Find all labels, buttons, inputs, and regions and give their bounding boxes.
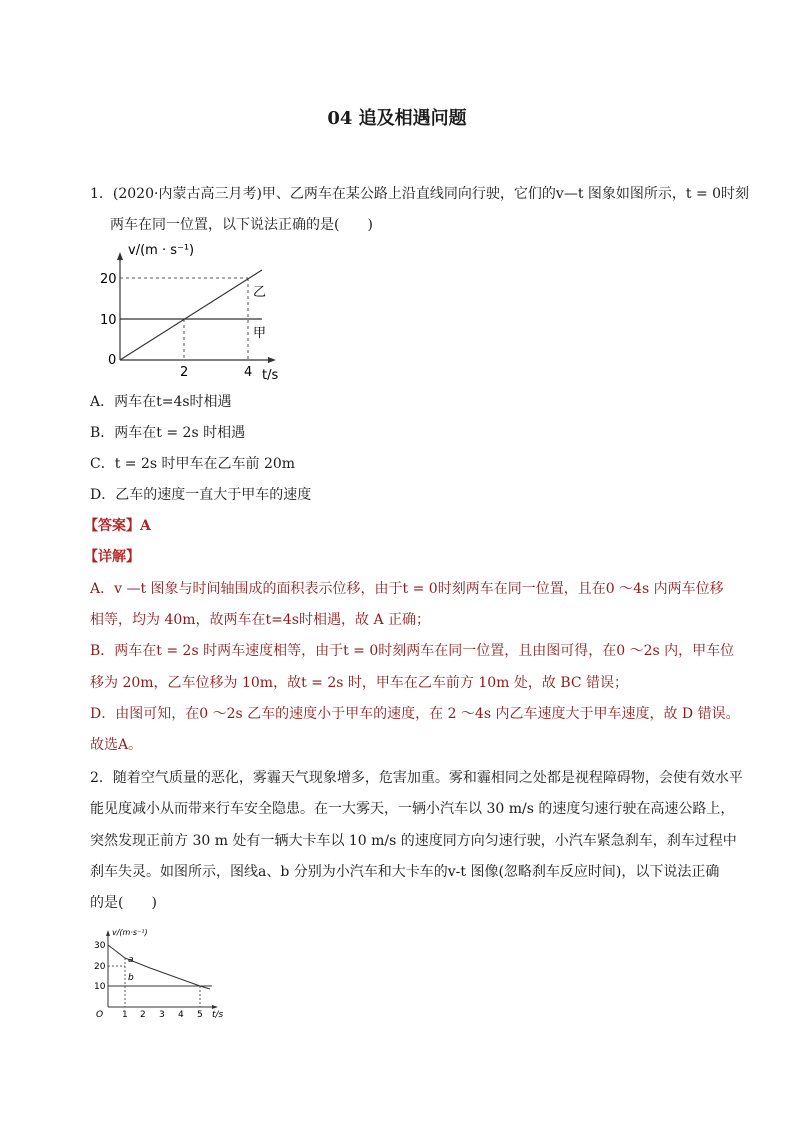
q1-stem-line2: 两车在同一位置，以下说法正确的是( ) — [110, 217, 373, 233]
q1-xtick-4: 4 — [244, 365, 253, 380]
q1-y-arrow — [117, 252, 123, 260]
q2-ytick-30: 30 — [94, 941, 106, 951]
q2-vt-graph — [90, 924, 230, 1022]
q2-y-arrow — [106, 930, 110, 936]
q2-xtick-4: 4 — [178, 1010, 184, 1020]
q1-x-arrow — [268, 357, 276, 363]
q1-detail-line3: B．两车在t = 2s 时两车速度相等，由于t = 0时刻两车在同一位置，且由图可得，在0 ～2s 内，甲车位 — [90, 643, 735, 659]
q1-label-yi: 乙 — [253, 285, 267, 300]
q1-ylabel: v/(m · s⁻¹) — [128, 243, 195, 258]
page-title: 04 追及相遇问题 — [327, 108, 467, 129]
q1-ytick-20: 20 — [100, 272, 117, 287]
q1-detail-line4: 移为 20m，乙车位移为 10m，故t = 2s 时，甲车在乙车前方 10m 处，故 BC 错误； — [90, 675, 629, 691]
q1-label-jia: 甲 — [253, 326, 267, 341]
q1-ytick-0: 0 — [108, 353, 117, 368]
q1-detail-line2: 相等，均为 40m，故两车在t=4s时相遇，故 A 正确； — [90, 612, 430, 628]
q1-answer: 【答案】A — [84, 518, 151, 534]
q1-option-b: B．两车在t = 2s 时相遇 — [90, 425, 246, 441]
q1-option-c: C．t = 2s 时甲车在乙车前 20m — [90, 456, 296, 472]
q2-xtick-5: 5 — [197, 1010, 203, 1020]
q1-xtick-2: 2 — [180, 365, 189, 380]
q1-detail-line6: 故选A。 — [90, 737, 143, 753]
q1-detail-line5: D．由图可知，在0 ～2s 乙车的速度小于甲车的速度，在 2 ～4s 内乙车速度大于甲车速度，故 D 错误。 — [90, 706, 740, 722]
q2-xlabel: t/s — [212, 1010, 224, 1020]
q1-option-d: D．乙车的速度一直大于甲车的速度 — [90, 487, 312, 503]
q2-xtick-2: 2 — [140, 1010, 146, 1020]
q1-detail-line1: A．v —t 图象与时间轴围成的面积表示位移，由于t = 0时刻两车在同一位置，且在0 ～4s 内两车位移 — [90, 581, 724, 597]
q2-line-a — [108, 945, 210, 989]
q2-ytick-20: 20 — [94, 962, 106, 972]
q2-origin: O — [96, 1010, 104, 1020]
q1-line-yi — [120, 270, 262, 360]
q1-option-a: A．两车在t=4s时相遇 — [90, 394, 232, 410]
q2-stem-line1: 2．随着空气质量的恶化，雾霾天气现象增多，危害加重。雾和霾相同之处都是视程障碍物，会使有效水平 — [90, 770, 743, 786]
q1-vt-graph — [98, 240, 298, 385]
q2-stem-line4: 刹车失灵。如图所示，图线a、b 分别为小汽车和大卡车的v-t 图像(忽略刹车反应时间)，以下说法正确 — [90, 864, 720, 880]
q2-label-b: b — [128, 973, 134, 983]
q2-label-a: a — [128, 955, 134, 965]
q2-ylabel: v/(m·s⁻¹) — [112, 928, 148, 937]
q2-xtick-3: 3 — [159, 1010, 165, 1020]
q2-stem-line3: 突然发现正前方 30 m 处有一辆大卡车以 10 m/s 的速度同方向匀速行驶，小汽车紧急刹车，刹车过程中 — [90, 833, 737, 849]
q2-ytick-10: 10 — [94, 982, 106, 992]
q2-x-arrow — [212, 1005, 218, 1009]
q2-xtick-1: 1 — [122, 1010, 128, 1020]
q1-ytick-10: 10 — [100, 313, 117, 328]
q1-detail-label: 【详解】 — [84, 549, 140, 565]
q2-stem-line5: 的是( ) — [90, 895, 157, 911]
q1-stem-line1: 1．(2020·内蒙古高三月考)甲、乙两车在某公路上沿直线同向行驶，它们的v—t 图象如图所示，t = 0时刻 — [90, 186, 750, 202]
q2-stem-line2: 能见度减小从而带来行车安全隐患。在一大雾天，一辆小汽车以 30 m/s 的速度匀速行驶在高速公路上， — [90, 801, 735, 817]
q1-xlabel: t/s — [262, 368, 279, 383]
